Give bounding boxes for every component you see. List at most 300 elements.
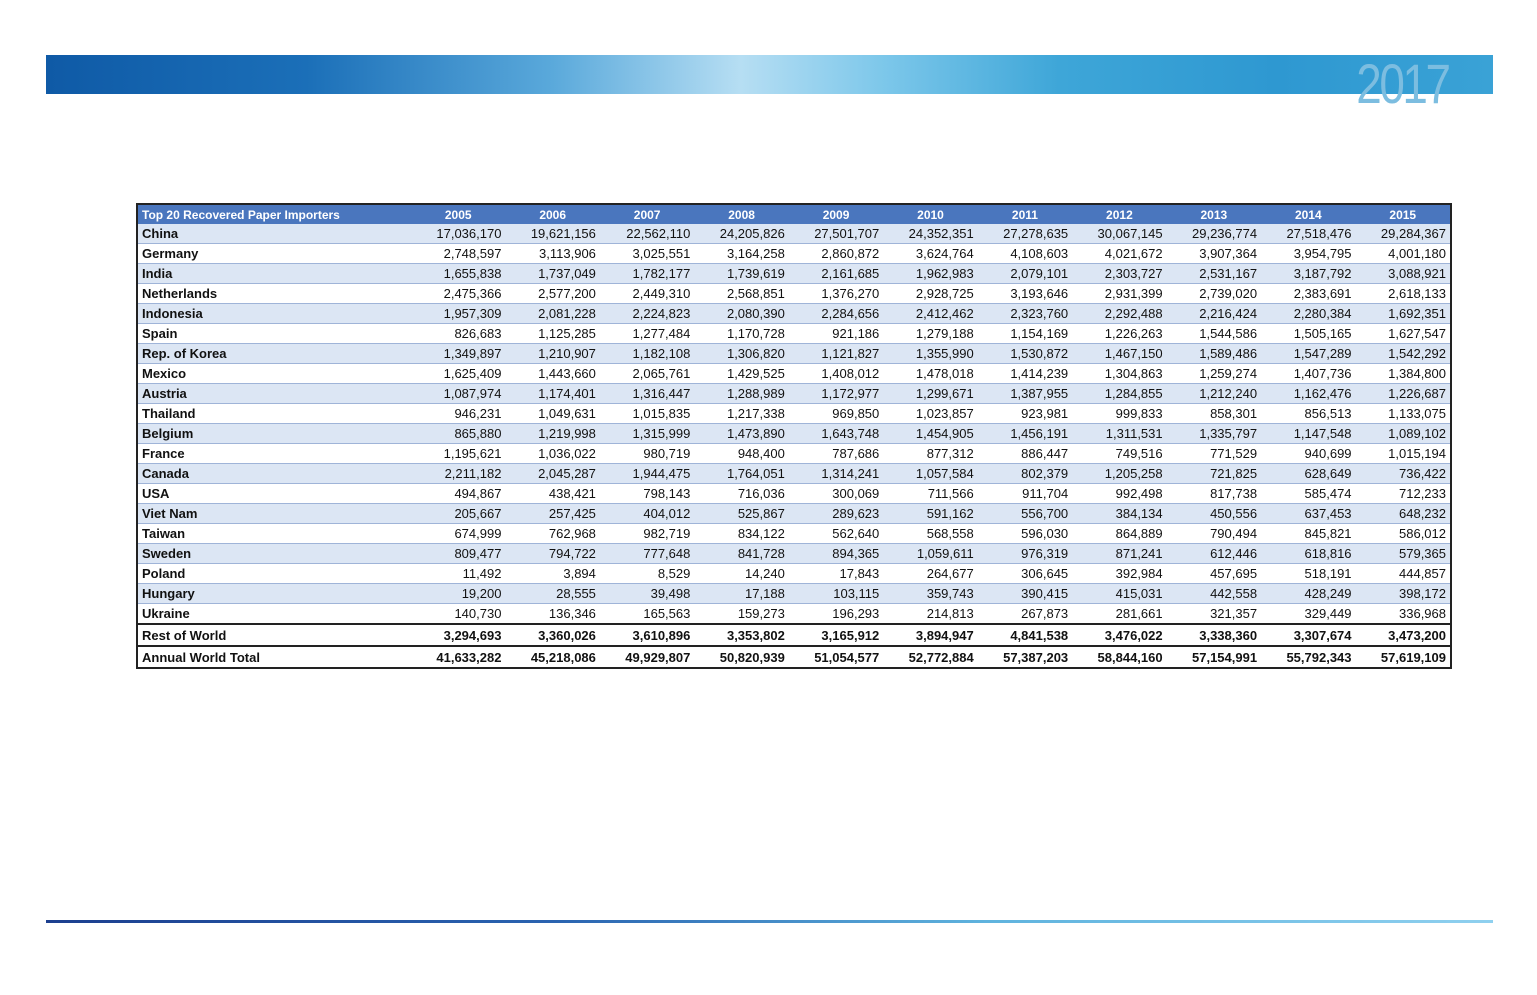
value-cell: 267,873 [978, 604, 1072, 625]
value-cell: 51,054,577 [814, 649, 880, 665]
value-cell: 41,633,282 [436, 649, 502, 665]
value-cell: 1,210,907 [505, 344, 599, 364]
value-cell: 1,299,671 [883, 384, 977, 404]
value-cell: 871,241 [1072, 544, 1166, 564]
value-cell: 3,907,364 [1167, 244, 1261, 264]
value-cell: 27,518,476 [1261, 224, 1355, 244]
value-cell: 2,065,761 [600, 364, 694, 384]
value-cell: 165,563 [600, 604, 694, 625]
value-cell: 1,547,289 [1261, 344, 1355, 364]
value-cell: 1,217,338 [694, 404, 788, 424]
value-cell: 2,931,399 [1072, 284, 1166, 304]
value-cell: 306,645 [978, 564, 1072, 584]
value-cell: 736,422 [1356, 464, 1450, 484]
value-cell: 1,764,051 [694, 464, 788, 484]
value-cell: 1,737,049 [505, 264, 599, 284]
value-cell: 1,182,108 [600, 344, 694, 364]
table-row [138, 284, 1450, 304]
value-cell: 940,699 [1261, 444, 1355, 464]
value-cell: 336,968 [1356, 604, 1450, 625]
value-cell: 4,001,180 [1356, 244, 1450, 264]
value-cell: 136,346 [505, 604, 599, 625]
table-row [138, 464, 1450, 484]
value-cell: 57,619,109 [1380, 649, 1446, 665]
value-cell: 29,236,774 [1167, 224, 1261, 244]
value-cell: 27,501,707 [789, 224, 883, 244]
value-cell: 2,383,691 [1261, 284, 1355, 304]
value-cell: 3,164,258 [694, 244, 788, 264]
year-header: 2015 [1356, 205, 1450, 224]
country-name: Rep. of Korea [138, 344, 411, 364]
table-row [138, 564, 1450, 584]
value-cell: 1,205,258 [1072, 464, 1166, 484]
value-cell: 4,108,603 [978, 244, 1072, 264]
value-cell: 790,494 [1167, 524, 1261, 544]
value-cell: 1,089,102 [1356, 424, 1450, 444]
table-row [138, 224, 1450, 244]
value-cell: 3,894 [505, 564, 599, 584]
value-cell: 494,867 [411, 484, 505, 504]
value-cell: 1,133,075 [1356, 404, 1450, 424]
country-name: Canada [138, 464, 411, 484]
table-row [138, 444, 1450, 464]
value-cell: 2,080,390 [694, 304, 788, 324]
value-cell: 771,529 [1167, 444, 1261, 464]
value-cell: 55,792,343 [1286, 649, 1352, 665]
value-cell: 57,154,991 [1192, 649, 1258, 665]
value-cell: 3,610,896 [600, 624, 694, 646]
value-cell: 1,335,797 [1167, 424, 1261, 444]
value-cell: 1,782,177 [600, 264, 694, 284]
value-cell: 858,301 [1167, 404, 1261, 424]
value-cell: 2,739,020 [1167, 284, 1261, 304]
value-cell: 911,704 [978, 484, 1072, 504]
value-cell: 865,880 [411, 424, 505, 444]
value-cell: 1,226,263 [1072, 324, 1166, 344]
value-cell: 8,529 [600, 564, 694, 584]
value-cell: 28,555 [505, 584, 599, 604]
value-cell: 749,516 [1072, 444, 1166, 464]
year-header: 2007 [600, 205, 694, 224]
value-cell: 1,627,547 [1356, 324, 1450, 344]
value-cell: 1,473,890 [694, 424, 788, 444]
top-banner [46, 55, 1493, 94]
value-cell: 57,387,203 [1003, 649, 1069, 665]
value-cell: 618,816 [1261, 544, 1355, 564]
value-cell: 817,738 [1167, 484, 1261, 504]
value-cell: 27,278,635 [978, 224, 1072, 244]
value-cell: 2,079,101 [978, 264, 1072, 284]
country-name: Indonesia [138, 304, 411, 324]
table-row [138, 304, 1450, 324]
value-cell: 1,349,897 [411, 344, 505, 364]
value-cell: 58,844,160 [1097, 649, 1163, 665]
value-cell: 398,172 [1356, 584, 1450, 604]
value-cell: 568,558 [883, 524, 977, 544]
value-cell: 2,303,727 [1072, 264, 1166, 284]
year-header: 2005 [411, 205, 505, 224]
year-header: 2013 [1167, 205, 1261, 224]
value-cell: 205,667 [411, 504, 505, 524]
value-cell: 2,045,287 [505, 464, 599, 484]
value-cell: 2,284,656 [789, 304, 883, 324]
country-name: Hungary [138, 584, 411, 604]
value-cell: 921,186 [789, 324, 883, 344]
country-name: Poland [138, 564, 411, 584]
country-name: Ukraine [138, 604, 411, 625]
value-cell: 1,957,309 [411, 304, 505, 324]
value-cell: 1,655,838 [411, 264, 505, 284]
country-name: Taiwan [138, 524, 411, 544]
value-cell: 525,867 [694, 504, 788, 524]
country-name: Austria [138, 384, 411, 404]
country-name: Germany [138, 244, 411, 264]
value-cell: 2,449,310 [600, 284, 694, 304]
value-cell: 1,944,475 [600, 464, 694, 484]
value-cell: 674,999 [411, 524, 505, 544]
value-cell: 886,447 [978, 444, 1072, 464]
value-cell: 3,113,906 [505, 244, 599, 264]
value-cell: 214,813 [883, 604, 977, 625]
value-cell: 1,387,955 [978, 384, 1072, 404]
value-cell: 856,513 [1261, 404, 1355, 424]
value-cell: 140,730 [411, 604, 505, 625]
value-cell: 1,315,999 [600, 424, 694, 444]
value-cell: 428,249 [1261, 584, 1355, 604]
value-cell: 1,059,611 [883, 544, 977, 564]
value-cell: 22,562,110 [600, 224, 694, 244]
value-cell: 1,174,401 [505, 384, 599, 404]
value-cell: 841,728 [694, 544, 788, 564]
value-cell: 1,692,351 [1356, 304, 1450, 324]
value-cell: 1,304,863 [1072, 364, 1166, 384]
value-cell: 946,231 [411, 404, 505, 424]
value-cell: 1,023,857 [883, 404, 977, 424]
value-cell: 999,833 [1072, 404, 1166, 424]
value-cell: 1,036,022 [505, 444, 599, 464]
importers-table [136, 203, 1452, 669]
table-row [138, 324, 1450, 344]
value-cell: 721,825 [1167, 464, 1261, 484]
value-cell: 1,316,447 [600, 384, 694, 404]
table-row [138, 484, 1450, 504]
table-row [138, 344, 1450, 364]
value-cell: 1,443,660 [505, 364, 599, 384]
value-cell: 2,161,685 [789, 264, 883, 284]
value-cell: 2,531,167 [1167, 264, 1261, 284]
country-name: India [138, 264, 411, 284]
value-cell: 579,365 [1356, 544, 1450, 564]
value-cell: 17,188 [694, 584, 788, 604]
year-header: 2014 [1261, 205, 1355, 224]
value-cell: 3,894,947 [883, 624, 977, 646]
value-cell: 894,365 [789, 544, 883, 564]
value-cell: 712,233 [1356, 484, 1450, 504]
value-cell: 711,566 [883, 484, 977, 504]
value-cell: 2,292,488 [1072, 304, 1166, 324]
value-cell: 992,498 [1072, 484, 1166, 504]
value-cell: 39,498 [600, 584, 694, 604]
value-cell: 1,147,548 [1261, 424, 1355, 444]
value-cell: 586,012 [1356, 524, 1450, 544]
value-cell: 982,719 [600, 524, 694, 544]
value-cell: 877,312 [883, 444, 977, 464]
value-cell: 52,772,884 [908, 649, 974, 665]
value-cell: 556,700 [978, 504, 1072, 524]
value-cell: 628,649 [1261, 464, 1355, 484]
value-cell: 1,172,977 [789, 384, 883, 404]
value-cell: 802,379 [978, 464, 1072, 484]
value-cell: 1,739,619 [694, 264, 788, 284]
value-cell: 1,355,990 [883, 344, 977, 364]
value-cell: 1,170,728 [694, 324, 788, 344]
value-cell: 2,475,366 [411, 284, 505, 304]
value-cell: 1,625,409 [411, 364, 505, 384]
value-cell: 1,454,905 [883, 424, 977, 444]
year-label: 2017 [1356, 52, 1449, 115]
value-cell: 1,544,586 [1167, 324, 1261, 344]
country-name: China [138, 224, 411, 244]
table-row [138, 544, 1450, 564]
value-cell: 329,449 [1261, 604, 1355, 625]
value-cell: 390,415 [978, 584, 1072, 604]
year-header: 2010 [883, 205, 977, 224]
value-cell: 3,476,022 [1072, 624, 1166, 646]
value-cell: 3,294,693 [411, 624, 505, 646]
value-cell: 3,187,792 [1261, 264, 1355, 284]
value-cell: 49,929,807 [625, 649, 691, 665]
value-cell: 3,360,026 [505, 624, 599, 646]
value-cell: 257,425 [505, 504, 599, 524]
value-cell: 24,205,826 [694, 224, 788, 244]
world-total-row [138, 646, 1450, 667]
value-cell: 2,081,228 [505, 304, 599, 324]
value-cell: 2,928,725 [883, 284, 977, 304]
value-cell: 1,408,012 [789, 364, 883, 384]
value-cell: 1,414,239 [978, 364, 1072, 384]
value-cell: 612,446 [1167, 544, 1261, 564]
value-cell: 17,843 [789, 564, 883, 584]
value-cell: 4,021,672 [1072, 244, 1166, 264]
value-cell: 2,216,424 [1167, 304, 1261, 324]
value-cell: 359,743 [883, 584, 977, 604]
value-cell: 1,015,194 [1356, 444, 1450, 464]
value-cell: 3,954,795 [1261, 244, 1355, 264]
table-row [138, 524, 1450, 544]
value-cell: 3,088,921 [1356, 264, 1450, 284]
value-cell: 1,121,827 [789, 344, 883, 364]
value-cell: 809,477 [411, 544, 505, 564]
value-cell: 1,219,998 [505, 424, 599, 444]
year-header: 2011 [978, 205, 1072, 224]
table-title: Top 20 Recovered Paper Importers [138, 205, 411, 224]
value-cell: 648,232 [1356, 504, 1450, 524]
table-row [138, 364, 1450, 384]
value-cell: 1,456,191 [978, 424, 1072, 444]
country-name: Thailand [138, 404, 411, 424]
value-cell: 826,683 [411, 324, 505, 344]
value-cell: 442,558 [1167, 584, 1261, 604]
value-cell: 1,226,687 [1356, 384, 1450, 404]
value-cell: 2,412,462 [883, 304, 977, 324]
country-name: Mexico [138, 364, 411, 384]
value-cell: 103,115 [789, 584, 883, 604]
value-cell: 562,640 [789, 524, 883, 544]
value-cell: 1,311,531 [1072, 424, 1166, 444]
value-cell: 1,195,621 [411, 444, 505, 464]
value-cell: 1,015,835 [600, 404, 694, 424]
value-cell: 3,473,200 [1356, 624, 1450, 646]
value-cell: 1,087,974 [411, 384, 505, 404]
country-name: Belgium [138, 424, 411, 444]
value-cell: 4,841,538 [978, 624, 1072, 646]
value-cell: 196,293 [789, 604, 883, 625]
table-header-row [138, 205, 1450, 224]
value-cell: 1,505,165 [1261, 324, 1355, 344]
value-cell: 3,338,360 [1167, 624, 1261, 646]
value-cell: 1,057,584 [883, 464, 977, 484]
value-cell: 2,224,823 [600, 304, 694, 324]
value-cell: 637,453 [1261, 504, 1355, 524]
country-name: Annual World Total [142, 649, 260, 665]
value-cell: 1,277,484 [600, 324, 694, 344]
table-row [138, 384, 1450, 404]
year-header: 2009 [789, 205, 883, 224]
value-cell: 777,648 [600, 544, 694, 564]
value-cell: 1,049,631 [505, 404, 599, 424]
value-cell: 24,352,351 [883, 224, 977, 244]
table-row [138, 404, 1450, 424]
value-cell: 438,421 [505, 484, 599, 504]
year-header: 2012 [1072, 205, 1166, 224]
value-cell: 289,623 [789, 504, 883, 524]
value-cell: 50,820,939 [719, 649, 785, 665]
value-cell: 794,722 [505, 544, 599, 564]
country-name: Netherlands [138, 284, 411, 304]
value-cell: 19,621,156 [505, 224, 599, 244]
value-cell: 30,067,145 [1072, 224, 1166, 244]
value-cell: 3,165,912 [789, 624, 883, 646]
value-cell: 1,162,476 [1261, 384, 1355, 404]
value-cell: 404,012 [600, 504, 694, 524]
value-cell: 415,031 [1072, 584, 1166, 604]
value-cell: 281,661 [1072, 604, 1166, 625]
value-cell: 3,624,764 [883, 244, 977, 264]
value-cell: 585,474 [1261, 484, 1355, 504]
country-name: USA [138, 484, 411, 504]
value-cell: 450,556 [1167, 504, 1261, 524]
value-cell: 29,284,367 [1356, 224, 1450, 244]
value-cell: 864,889 [1072, 524, 1166, 544]
value-cell: 798,143 [600, 484, 694, 504]
value-cell: 300,069 [789, 484, 883, 504]
value-cell: 980,719 [600, 444, 694, 464]
value-cell: 1,429,525 [694, 364, 788, 384]
year-header: 2008 [694, 205, 788, 224]
value-cell: 264,677 [883, 564, 977, 584]
value-cell: 3,193,646 [978, 284, 1072, 304]
value-cell: 2,211,182 [411, 464, 505, 484]
value-cell: 1,284,855 [1072, 384, 1166, 404]
value-cell: 1,306,820 [694, 344, 788, 364]
value-cell: 2,577,200 [505, 284, 599, 304]
value-cell: 2,748,597 [411, 244, 505, 264]
value-cell: 2,860,872 [789, 244, 883, 264]
value-cell: 1,259,274 [1167, 364, 1261, 384]
value-cell: 1,384,800 [1356, 364, 1450, 384]
value-cell: 444,857 [1356, 564, 1450, 584]
rest-of-world-row [138, 624, 1450, 646]
value-cell: 1,589,486 [1167, 344, 1261, 364]
value-cell: 19,200 [411, 584, 505, 604]
value-cell: 2,568,851 [694, 284, 788, 304]
value-cell: 716,036 [694, 484, 788, 504]
value-cell: 787,686 [789, 444, 883, 464]
value-cell: 11,492 [411, 564, 505, 584]
table-row [138, 264, 1450, 284]
value-cell: 1,125,285 [505, 324, 599, 344]
country-name: France [138, 444, 411, 464]
value-cell: 1,279,188 [883, 324, 977, 344]
value-cell: 14,240 [694, 564, 788, 584]
value-cell: 3,307,674 [1261, 624, 1355, 646]
table-row [138, 244, 1450, 264]
value-cell: 845,821 [1261, 524, 1355, 544]
value-cell: 2,618,133 [1356, 284, 1450, 304]
value-cell: 591,162 [883, 504, 977, 524]
table-row [138, 584, 1450, 604]
value-cell: 321,357 [1167, 604, 1261, 625]
value-cell: 3,353,802 [694, 624, 788, 646]
value-cell: 1,407,736 [1261, 364, 1355, 384]
country-name: Spain [138, 324, 411, 344]
value-cell: 923,981 [978, 404, 1072, 424]
value-cell: 17,036,170 [411, 224, 505, 244]
value-cell: 969,850 [789, 404, 883, 424]
value-cell: 834,122 [694, 524, 788, 544]
value-cell: 1,212,240 [1167, 384, 1261, 404]
value-cell: 1,530,872 [978, 344, 1072, 364]
value-cell: 976,319 [978, 544, 1072, 564]
value-cell: 1,467,150 [1072, 344, 1166, 364]
table-row [138, 424, 1450, 444]
table-row [138, 504, 1450, 524]
year-header: 2006 [505, 205, 599, 224]
value-cell: 1,542,292 [1356, 344, 1450, 364]
country-name: Rest of World [138, 624, 411, 646]
country-name: Sweden [138, 544, 411, 564]
value-cell: 1,376,270 [789, 284, 883, 304]
value-cell: 1,478,018 [883, 364, 977, 384]
value-cell: 45,218,086 [530, 649, 596, 665]
country-name: Viet Nam [138, 504, 411, 524]
value-cell: 948,400 [694, 444, 788, 464]
bottom-rule [46, 920, 1493, 923]
value-cell: 2,323,760 [978, 304, 1072, 324]
value-cell: 457,695 [1167, 564, 1261, 584]
value-cell: 392,984 [1072, 564, 1166, 584]
value-cell: 1,154,169 [978, 324, 1072, 344]
value-cell: 159,273 [694, 604, 788, 625]
value-cell: 596,030 [978, 524, 1072, 544]
value-cell: 2,280,384 [1261, 304, 1355, 324]
table-row [138, 604, 1450, 625]
value-cell: 1,643,748 [789, 424, 883, 444]
value-cell: 518,191 [1261, 564, 1355, 584]
value-cell: 1,288,989 [694, 384, 788, 404]
value-cell: 384,134 [1072, 504, 1166, 524]
value-cell: 1,314,241 [789, 464, 883, 484]
